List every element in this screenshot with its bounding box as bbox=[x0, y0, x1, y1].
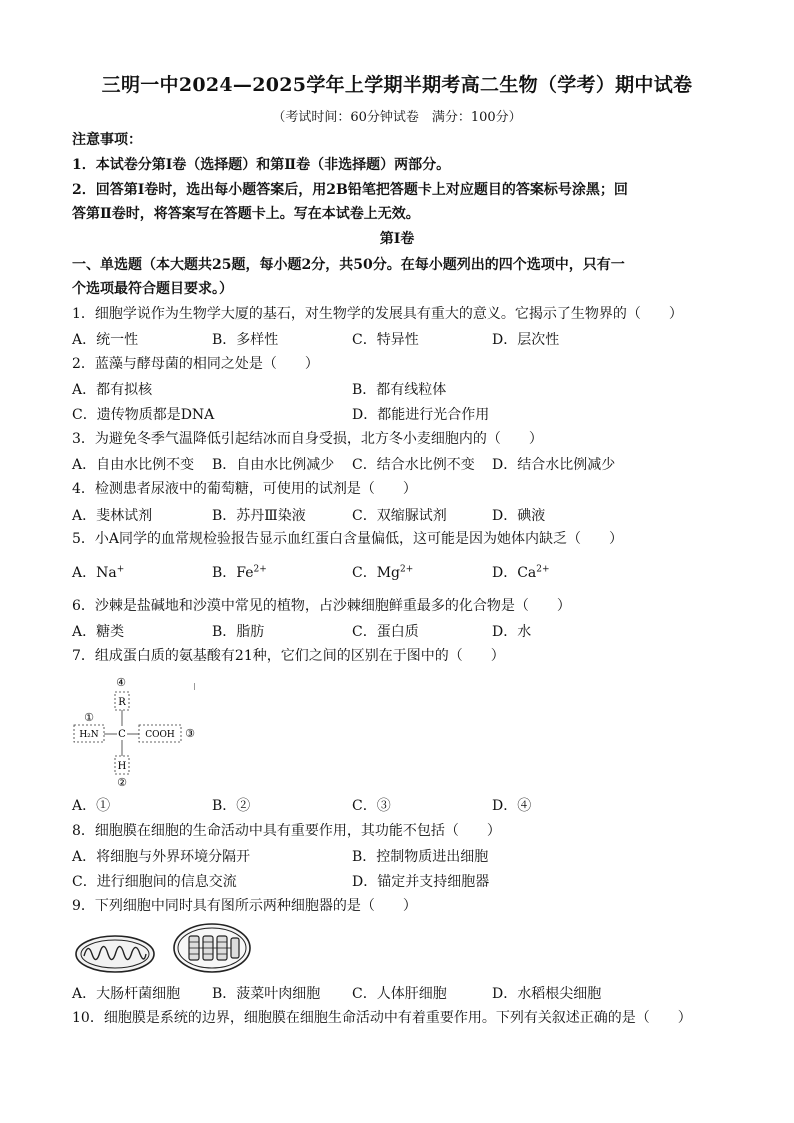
option: C．结合水比例不变 bbox=[352, 457, 475, 473]
question-stem: 10．细胞膜是系统的边界，细胞膜在细胞生命活动中有着重要作用。下列有关叙述正确的是（ ） bbox=[72, 1010, 692, 1026]
option: B．菠菜叶肉细胞 bbox=[212, 986, 321, 1002]
option: D．④ bbox=[492, 798, 532, 814]
option: B．$Fe^{2+}$ bbox=[212, 564, 267, 581]
option: D．都能进行光合作用 bbox=[352, 407, 490, 423]
notes-item-1: 1．本试卷分第Ⅰ卷（选择题）和第Ⅱ卷（非选择题）两部分。 bbox=[72, 157, 451, 173]
option-row bbox=[72, 379, 732, 399]
option-row bbox=[72, 871, 732, 891]
question-stem: 1．细胞学说作为生物学大厦的基石，对生物学的发展具有重大的意义。它揭示了生物界的（ ） bbox=[72, 306, 683, 322]
option: A．统一性 bbox=[72, 332, 139, 348]
section-heading-2: 个选项最符合题目要求。） bbox=[72, 281, 233, 297]
option: C．$Mg^{2+}$ bbox=[352, 564, 414, 581]
group-amino: H₂N bbox=[79, 730, 99, 740]
exam-info: （考试时间：60分钟试卷 满分：100分） bbox=[272, 110, 522, 125]
option: B．苏丹Ⅲ染液 bbox=[212, 508, 306, 524]
option: A．糖类 bbox=[72, 624, 125, 640]
option: B．控制物质进出细胞 bbox=[352, 849, 489, 865]
option: B．自由水比例减少 bbox=[212, 457, 335, 473]
chloroplast-icon bbox=[172, 922, 252, 974]
question-stem: 2．蓝藻与酵母菌的相同之处是（ ） bbox=[72, 356, 319, 372]
option-row bbox=[72, 505, 732, 525]
option: C．遗传物质都是DNA bbox=[72, 407, 215, 423]
question-stem: 4．检测患者尿液中的葡萄糖，可使用的试剂是（ ） bbox=[72, 481, 417, 497]
group-h: H bbox=[117, 761, 127, 772]
question-stem: 8．细胞膜在细胞的生命活动中具有重要作用，其功能不包括（ ） bbox=[72, 823, 501, 839]
notes-heading: 注意事项： bbox=[72, 132, 142, 148]
option-row bbox=[72, 404, 732, 424]
option-row bbox=[72, 454, 732, 474]
option-row bbox=[72, 621, 732, 641]
question-stem: 7．组成蛋白质的氨基酸有21种，它们之间的区别在于图中的（ ） bbox=[72, 648, 505, 664]
question-stem: 6．沙棘是盐碱地和沙漠中常见的植物，占沙棘细胞鲜重最多的化合物是（ ） bbox=[72, 598, 571, 614]
label-1: ① bbox=[84, 711, 94, 724]
label-3: ③ bbox=[185, 727, 195, 740]
mitochondrion-icon bbox=[74, 934, 156, 974]
part-heading: 第Ⅰ卷 bbox=[379, 231, 415, 247]
option: B．都有线粒体 bbox=[352, 382, 447, 398]
notes-item-2a: 2．回答第Ⅰ卷时，选出每小题答案后，用2B铅笔把答题卡上对应题目的答案标号涂黑；回 bbox=[72, 182, 628, 198]
option: A．将细胞与外界环境分隔开 bbox=[72, 849, 251, 865]
option: D．水稻根尖细胞 bbox=[492, 986, 602, 1002]
option: A．① bbox=[72, 798, 111, 814]
option: D．水 bbox=[492, 624, 532, 640]
option: B．② bbox=[212, 798, 251, 814]
option-row bbox=[72, 562, 732, 582]
amino-acid-diagram bbox=[72, 672, 212, 790]
option-row bbox=[72, 983, 732, 1003]
group-carboxyl: COOH bbox=[145, 730, 175, 740]
page-title: 三明一中2024—2025学年上学期半期考高二生物（学考）期中试卷 bbox=[101, 74, 693, 96]
question-stem: 3．为避免冬季气温降低引起结冰而自身受损，北方冬小麦细胞内的（ ） bbox=[72, 431, 543, 447]
option: A．都有拟核 bbox=[72, 382, 153, 398]
option: C．双缩脲试剂 bbox=[352, 508, 447, 524]
option-row bbox=[72, 795, 732, 815]
section-heading-1: 一、单选题（本大题共25题，每小题2分，共50分。在每小题列出的四个选项中，只有一 bbox=[72, 257, 625, 273]
option-row bbox=[72, 329, 732, 349]
group-r: R bbox=[118, 697, 126, 708]
option: C．特异性 bbox=[352, 332, 419, 348]
option: D．$Ca^{2+}$ bbox=[492, 564, 550, 581]
option: C．进行细胞间的信息交流 bbox=[72, 874, 237, 890]
label-4: ④ bbox=[116, 676, 126, 689]
option: B．多样性 bbox=[212, 332, 279, 348]
question-stem: 9．下列细胞中同时具有图所示两种细胞器的是（ ） bbox=[72, 898, 417, 914]
option-row bbox=[72, 846, 732, 866]
option: C．蛋白质 bbox=[352, 624, 419, 640]
option: D．锚定并支持细胞器 bbox=[352, 874, 490, 890]
label-2: ② bbox=[117, 776, 127, 789]
question-stem: 5．小A同学的血常规检验报告显示血红蛋白含量偏低，这可能是因为她体内缺乏（ ） bbox=[72, 531, 624, 547]
option: C．人体肝细胞 bbox=[352, 986, 447, 1002]
option: A．大肠杆菌细胞 bbox=[72, 986, 181, 1002]
option: A．自由水比例不变 bbox=[72, 457, 195, 473]
option: B．脂肪 bbox=[212, 624, 265, 640]
carbon-atom: C bbox=[118, 729, 126, 740]
option: A．Na+ bbox=[72, 564, 125, 581]
notes-item-2b: 答第Ⅱ卷时，将答案写在答题卡上。写在本试卷上无效。 bbox=[72, 206, 420, 222]
option: A．斐林试剂 bbox=[72, 508, 153, 524]
option: D．层次性 bbox=[492, 332, 560, 348]
option: D．碘液 bbox=[492, 508, 546, 524]
option: D．结合水比例减少 bbox=[492, 457, 616, 473]
option: C．③ bbox=[352, 798, 391, 814]
scan-mark bbox=[194, 683, 195, 690]
